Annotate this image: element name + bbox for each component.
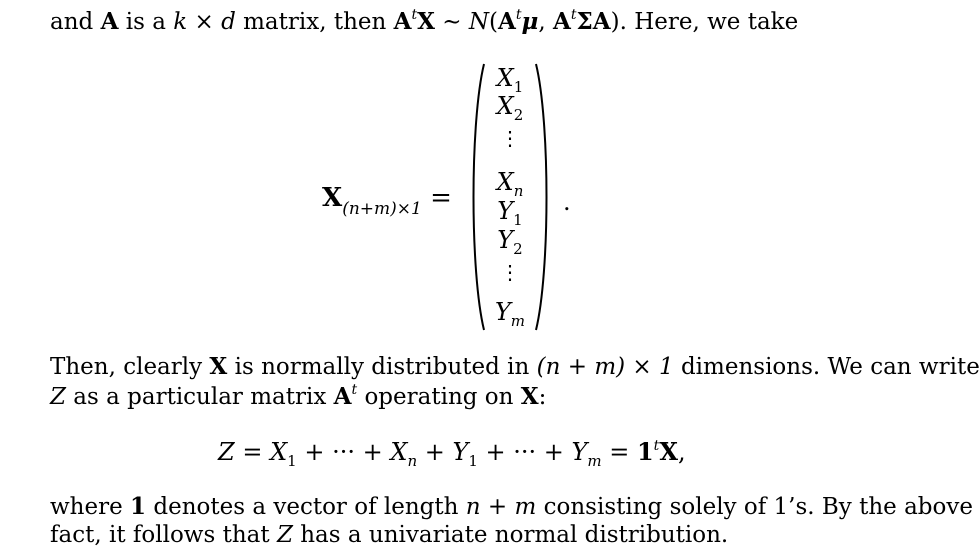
entry-x1: $X_1$ bbox=[496, 64, 524, 96]
column-vector bbox=[470, 62, 550, 332]
paragraph-2-line-1: Then, clearly X is normally distributed in (n + m) × 1 dimensions. We can write bbox=[50, 353, 980, 380]
paragraph-3-line-2: fact, it follows that Z has a univariate normal distribution. bbox=[50, 522, 729, 548]
paragraph-1: and A is a k × d matrix, then $A^tX$ ∼ $N(A^t\mu$, $A^t\Sigma A$). Here, we take bbox=[50, 7, 799, 35]
entry-x2: $X_2$ bbox=[496, 92, 524, 124]
matrix-A: A bbox=[100, 8, 119, 35]
period: . bbox=[563, 188, 571, 216]
vertical-dots: ⋮ bbox=[500, 260, 520, 284]
entry-xn: $X_n$ bbox=[496, 168, 524, 200]
column-vector-label: $X_{(n+m)\times 1}$ = bbox=[322, 183, 452, 219]
sum-equation: $Z = X_1$ + ··· + $X_n + Y_1$ + ··· + $Y_m = 1^tX$, bbox=[218, 437, 686, 470]
paragraph-3-line-1: where 1 denotes a vector of length n + m consisting solely of 1’s. By the above bbox=[50, 493, 973, 520]
paragraph-2-line-2: Z as a particular matrix $A^t$ operating on X: bbox=[50, 382, 547, 410]
entry-y1: $Y_1$ bbox=[497, 197, 523, 229]
entry-ym: $Y_m$ bbox=[494, 298, 526, 330]
entry-y2: $Y_2$ bbox=[497, 226, 523, 258]
vertical-dots: ⋮ bbox=[500, 126, 520, 150]
